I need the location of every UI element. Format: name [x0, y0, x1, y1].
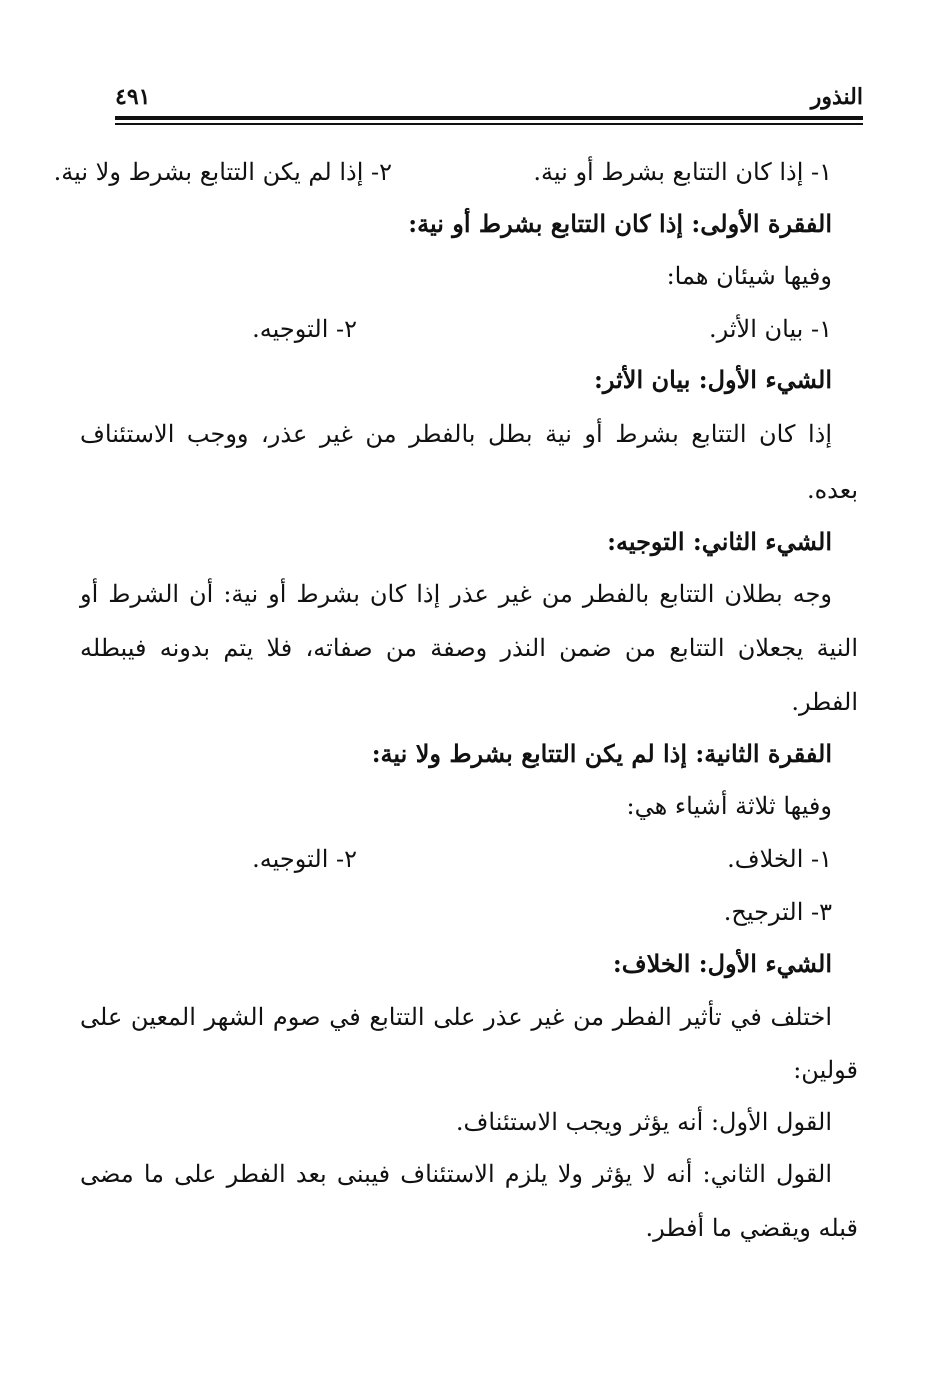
paragraph-line: إذا كان التتابع بشرط أو نية بطل بالفطر من غير عذر، ووجب الاستئناف — [80, 420, 832, 448]
list-row — [80, 845, 832, 874]
header-rule-thick — [115, 116, 863, 120]
paragraph-line: القول الثاني: أنه لا يؤثر ولا يلزم الاستئناف فيبنى بعد الفطر على ما مضى — [80, 1160, 832, 1188]
list-item: ١- بيان الأثر. — [708, 315, 832, 343]
paragraph-line: وفيها شيئان هما: — [666, 262, 832, 290]
subsection-heading: الشيء الأول: الخلاف: — [612, 949, 832, 978]
paragraph-line: قبله ويقضي ما أفطر. — [645, 1214, 858, 1242]
list-item: ٢- التوجيه. — [252, 315, 357, 343]
paragraph-line: وجه بطلان التتابع بالفطر من غير عذر إذا كان بشرط أو نية: أن الشرط أو — [80, 580, 832, 608]
section-heading: الفقرة الأولى: إذا كان التتابع بشرط أو نية: — [408, 209, 832, 238]
list-row — [80, 315, 832, 344]
paragraph-line: قولين: — [793, 1056, 858, 1084]
paragraph-line: النية يجعلان التتابع من ضمن النذر وصفة من صفاته، فلا يتم بدونه فيبطله — [80, 634, 858, 662]
subsection-heading: الشيء الأول: بيان الأثر: — [594, 365, 832, 394]
paragraph-line: القول الأول: أنه يؤثر ويجب الاستئناف. — [455, 1108, 832, 1136]
paragraph-line: بعده. — [806, 476, 858, 504]
page-header — [115, 84, 863, 114]
list-row — [53, 158, 832, 187]
list-item: ٢- التوجيه. — [252, 845, 357, 873]
subsection-heading: الشيء الثاني: التوجيه: — [607, 527, 832, 556]
list-item: ١- الخلاف. — [727, 845, 832, 873]
paragraph-line: الفطر. — [791, 688, 858, 716]
running-title: النذور — [810, 84, 863, 110]
section-heading: الفقرة الثانية: إذا لم يكن التتابع بشرط ولا نية: — [371, 739, 832, 768]
paragraph-line: وفيها ثلاثة أشياء هي: — [626, 792, 832, 820]
header-rule-thin — [115, 123, 863, 125]
paragraph-line: اختلف في تأثير الفطر من غير عذر على التتابع في صوم الشهر المعين على — [80, 1003, 832, 1031]
list-item: ٣- الترجيح. — [723, 898, 832, 926]
list-item: ١- إذا كان التتابع بشرط أو نية. — [533, 158, 832, 186]
page-number: ٤٩١ — [115, 84, 151, 110]
list-item: ٢- إذا لم يكن التتابع بشرط ولا نية. — [53, 158, 392, 186]
